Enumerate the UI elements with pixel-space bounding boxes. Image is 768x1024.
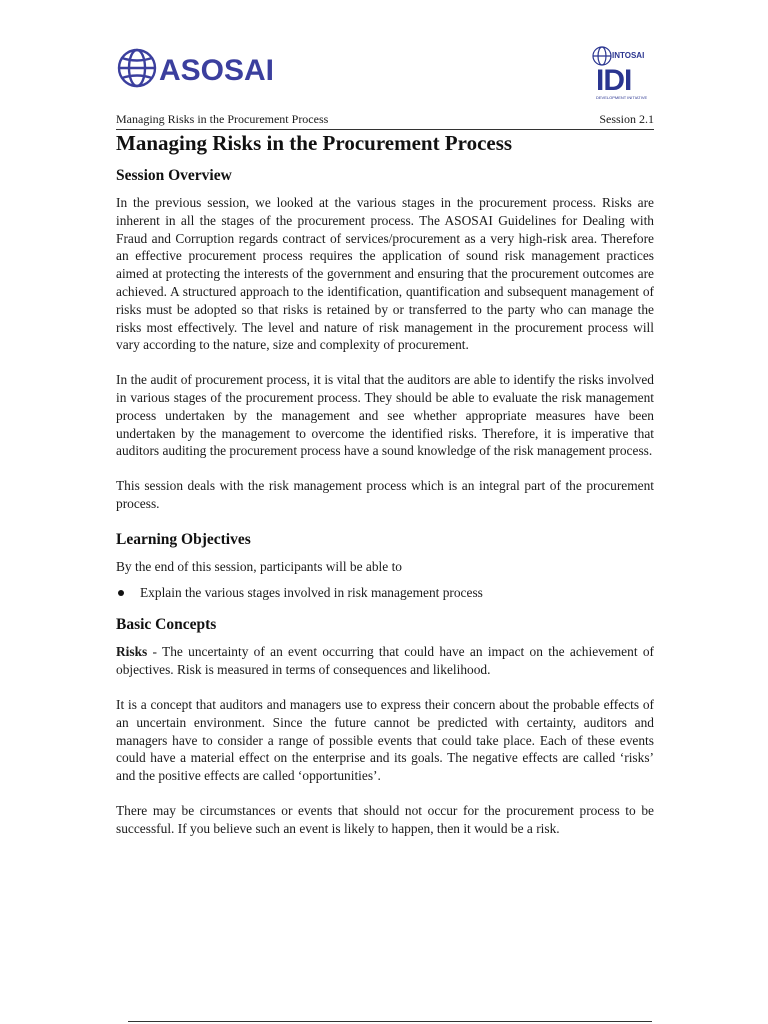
running-header bbox=[116, 112, 654, 130]
overview-paragraph: In the audit of procurement process, it is vital that the auditors are able to identify the risks involved in various stages of the procurement process. They should be able to evaluate the risk management process undertaken by the management and see whether appropriate measures have been undertaken by the management to overcome the identified risks. Therefore, it is imperative that auditors auditing the procurement process have a sound knowledge of the risk management process. bbox=[116, 372, 654, 459]
objectives-intro: By the end of this session, participants will be able to bbox=[116, 558, 402, 574]
section-heading-learning-objectives: Learning Objectives bbox=[116, 530, 251, 548]
idi-logo-text: IDI bbox=[596, 64, 632, 97]
idi-logo bbox=[590, 44, 652, 102]
overview-paragraph: This session deals with the risk management process which is an integral part of the procurement process. bbox=[116, 478, 654, 511]
objective-item bbox=[116, 584, 654, 602]
concepts-paragraph: It is a concept that auditors and managers use to express their concern about the probable effects of an uncertain environment. Since the future cannot be predicted with certainty, auditors and managers have to consider a range of possible events that could take place. Each of these events could have a material effect on the enterprise and its goals. The negative effects are called ‘risks’ and the positive effects are called ‘opportunities’. bbox=[116, 696, 654, 784]
objectives-list bbox=[116, 584, 654, 602]
running-header-title: Managing Risks in the Procurement Process bbox=[116, 112, 329, 126]
asosai-logo-text: ASOSAI bbox=[159, 54, 275, 87]
risks-definition-text: - The uncertainty of an event occurring that could have an impact on the achievement of objectives. Risk is measured in terms of consequences and likelihood. bbox=[116, 644, 654, 678]
objective-item-text: Explain the various stages involved in risk management process bbox=[140, 584, 483, 600]
page-title: Managing Risks in the Procurement Process bbox=[116, 131, 513, 155]
asosai-logo bbox=[115, 44, 275, 92]
intosai-logo-text: INTOSAI bbox=[612, 51, 645, 60]
risks-term: Risks bbox=[116, 644, 148, 660]
idi-logo-subtext: DEVELOPMENT INITIATIVE bbox=[596, 95, 648, 100]
risks-definition bbox=[116, 643, 654, 679]
section-heading-session-overview: Session Overview bbox=[116, 167, 232, 184]
section-heading-basic-concepts: Basic Concepts bbox=[116, 616, 217, 634]
document-body bbox=[116, 130, 654, 855]
concepts-paragraph: There may be circumstances or events that should not occur for the procurement process to be successful. If you believe such an event is likely to happen, then it would be a risk. bbox=[116, 802, 654, 836]
bullet-icon bbox=[118, 590, 124, 596]
footer-rule bbox=[128, 1021, 652, 1022]
running-header-session: Session 2.1 bbox=[599, 112, 654, 126]
overview-paragraph: In the previous session, we looked at the various stages in the procurement process. Risks are inherent in all the stages of the procurement process. The ASOSAI Guidelines for Dealing with Fraud and Corruption regards contract of services/procurement as a very high-risk area. Therefore an effective procurement process requires the application of sound risk management practices aimed at protecting the interests of the government and ensuring that the procurement outcomes are achieved. A structured approach to the identification, quantification and subsequent management of risks must be adopted so that risks is retained by or transferred to the party who can manage the risks most effectively. The level and nature of risk management in the procurement process will vary according to the nature, size and complexity of procurement. bbox=[116, 195, 654, 353]
